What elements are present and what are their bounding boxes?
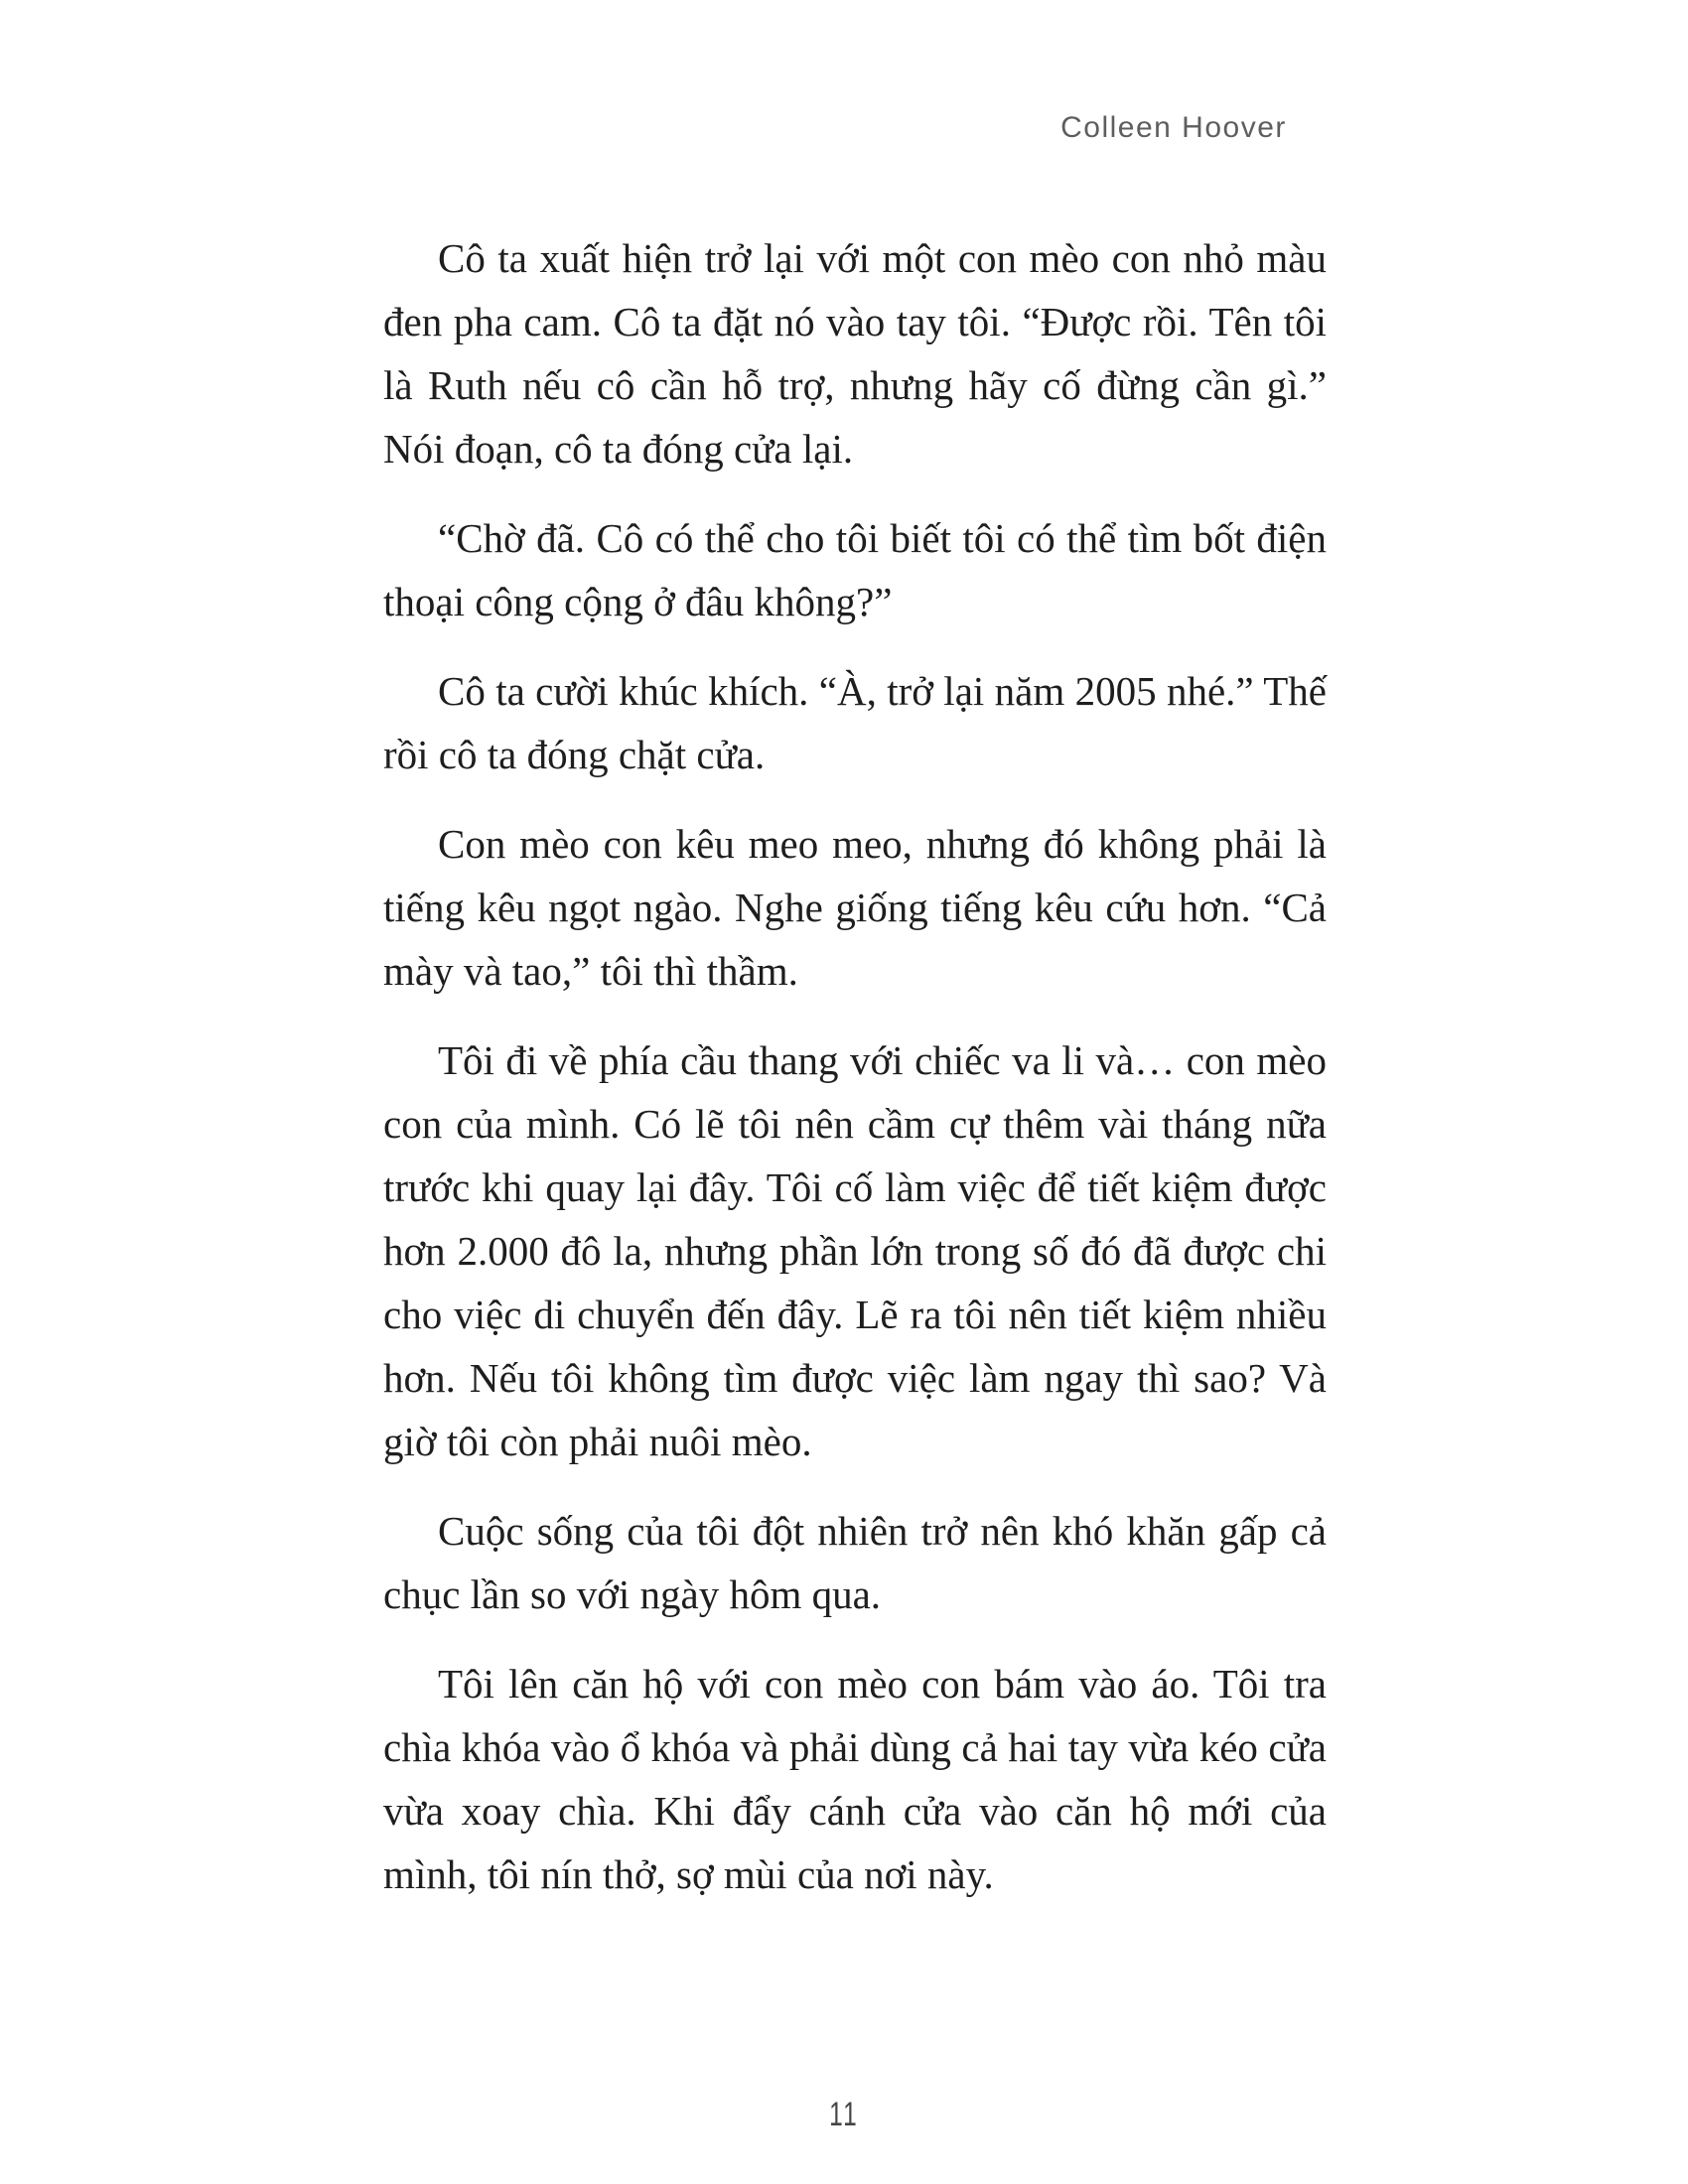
paragraph: “Chờ đã. Cô có thể cho tôi biết tôi có thể tìm bốt điện thoại công cộng ở đâu không?” [383,515,1327,624]
paragraph: Cuộc sống của tôi đột nhiên trở nên khó khăn gấp cả chục lần so với ngày hôm qua. [383,1508,1327,1617]
paragraph: Tôi đi về phía cầu thang với chiếc va li và… con mèo con của mình. Có lẽ tôi nên cầm cự thêm vài tháng nữa trước khi quay lại đây. Tôi cố làm việc để tiết kiệm được hơn 2.000 đô la, nhưng phần lớn trong số đó đã được chi cho việc di chuyển đến đây. Lẽ ra tôi nên tiết kiệm nhiều hơn. Nếu tôi không tìm được việc làm ngay thì sao? Và giờ tôi còn phải nuôi mèo. [383,1037,1327,1464]
paragraph: Con mèo con kêu meo meo, nhưng đó không phải là tiếng kêu ngọt ngào. Nghe giống tiếng kêu cứu hơn. “Cả mày và tao,” tôi thì thầm. [383,821,1327,994]
page-number: 11 [829,2096,859,2133]
paragraph: Tôi lên căn hộ với con mèo con bám vào áo. Tôi tra chìa khóa vào ổ khóa và phải dùng cả hai tay vừa kéo cửa vừa xoay chìa. Khi đẩy cánh cửa vào căn hộ mới của mình, tôi nín thở, sợ mùi của nơi này. [383,1661,1327,1897]
paragraph: Cô ta cười khúc khích. “À, trở lại năm 2005 nhé.” Thế rồi cô ta đóng chặt cửa. [383,668,1327,777]
paragraph: Cô ta xuất hiện trở lại với một con mèo con nhỏ màu đen pha cam. Cô ta đặt nó vào tay tôi. “Được rồi. Tên tôi là Ruth nếu cô cần hỗ trợ, nhưng hãy cố đừng cần gì.” Nói đoạn, cô ta đóng cửa lại. [383,235,1327,472]
body-text [383,226,1327,1932]
running-head-author: Colleen Hoover [1060,111,1287,144]
